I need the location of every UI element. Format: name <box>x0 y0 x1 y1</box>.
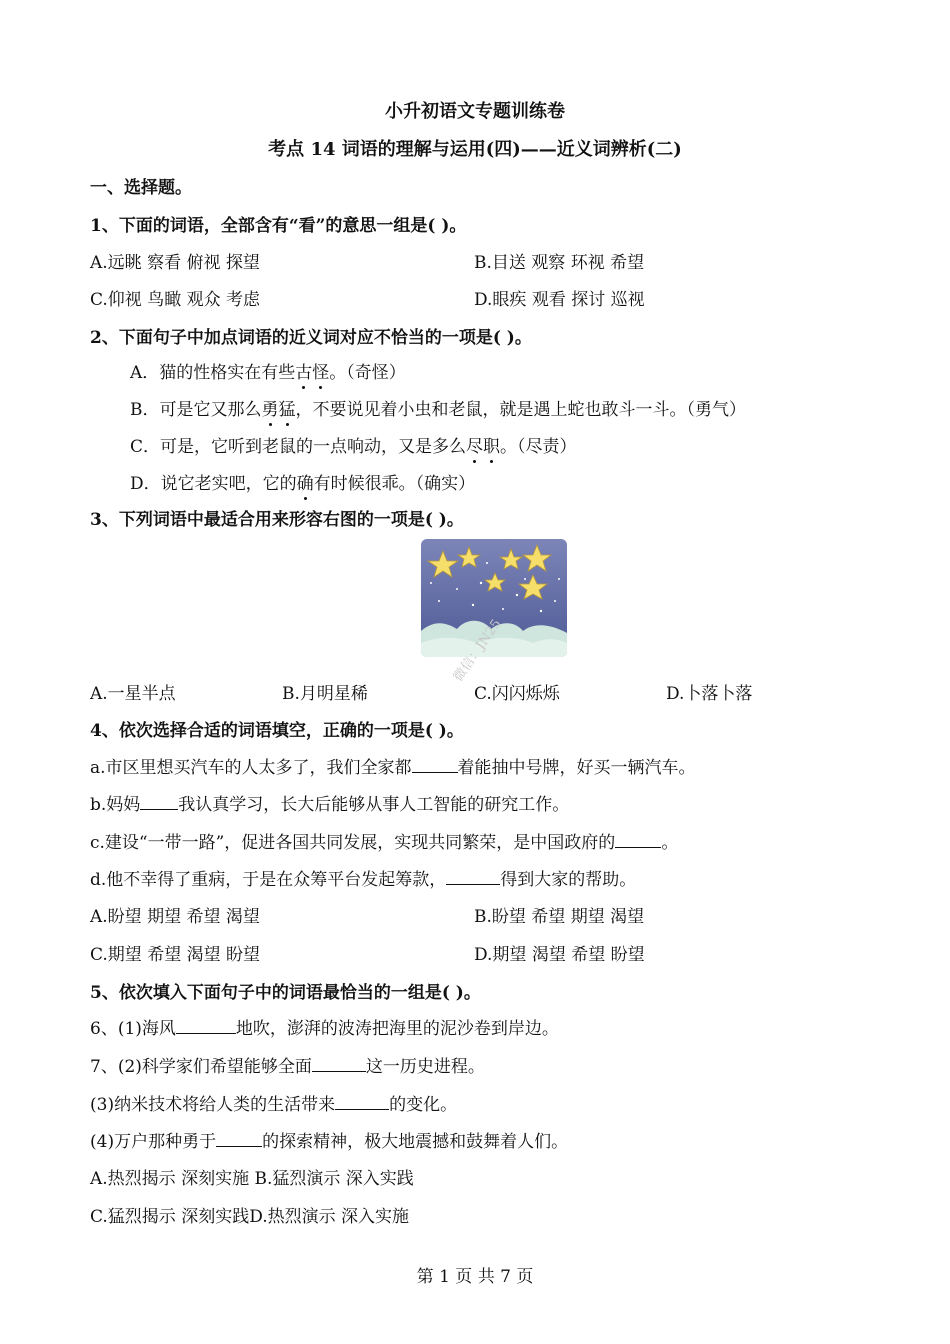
watermark: 微信：JN25 <box>450 616 505 685</box>
question-3-option-c: C.闪闪烁烁 <box>474 684 560 704</box>
question-4-sentence-c: c.建设“一带一路”，促进各国共同发展，实现共同繁荣，是中国政府的 。 <box>90 833 679 853</box>
dotted-word: 猛 <box>278 400 296 420</box>
question-4-option-d: D.期望 渴望 希望 盼望 <box>474 945 645 965</box>
fill-blank <box>176 1019 236 1034</box>
question-1-option-c: C.仰视 鸟瞰 观众 考虑 <box>90 290 261 310</box>
question-4-option-b: B.盼望 希望 期望 渴望 <box>474 907 645 927</box>
dotted-word: 确 <box>296 474 314 494</box>
fill-blank <box>335 1095 389 1110</box>
fill-blank <box>312 1057 366 1072</box>
question-2-option-d: D．说它老实吧，它的确有时候很乖。（确实） <box>130 474 476 494</box>
question-4-sentence-b: b.妈妈 我认真学习，长大后能够从事人工智能的研究工作。 <box>90 795 570 815</box>
fill-blank <box>615 833 661 848</box>
question-2-stem: 2、下面句子中加点词语的近义词对应不恰当的一项是( )。 <box>90 328 532 348</box>
dotted-word: 职 <box>483 437 501 457</box>
question-1-option-b: B.目送 观察 环视 希望 <box>474 253 645 273</box>
question-3-option-d: D.卜落卜落 <box>666 684 753 704</box>
question-5-sentence-3: (3)纳米技术将给人类的生活带来 的变化。 <box>90 1095 458 1115</box>
question-5-options-cd: C.猛烈揭示 深刻实践D.热烈演示 深入实施 <box>90 1207 410 1227</box>
fill-blank <box>140 795 178 810</box>
document-subtitle: 考点 14 词语的理解与运用(四)——近义词辨析(二) <box>268 139 682 160</box>
dotted-word: 怪 <box>312 363 330 383</box>
question-1-stem: 1、下面的词语，全部含有“看”的意思一组是( )。 <box>90 216 467 236</box>
fill-blank <box>216 1132 262 1147</box>
page-footer: 第 1 页 共 7 页 <box>416 1267 534 1287</box>
question-5-sentence-4: (4)万户那种勇于 的探索精神，极大地震撼和鼓舞着人们。 <box>90 1132 569 1152</box>
question-4-sentence-a: a.市区里想买汽车的人太多了，我们全家都 着能抽中号牌，好买一辆汽车。 <box>90 758 696 778</box>
question-3-option-b: B.月明星稀 <box>282 684 368 704</box>
dotted-word: 古 <box>295 363 313 383</box>
question-2-option-a: A．猫的性格实在有些古怪。（奇怪） <box>130 363 406 383</box>
question-4-sentence-d: d.他不幸得了重病，于是在众筹平台发起筹款， 得到大家的帮助。 <box>90 870 637 890</box>
fill-blank <box>446 870 500 885</box>
question-5-sentence-1: 6、(1)海风 地吹，澎湃的波涛把海里的泥沙卷到岸边。 <box>90 1019 559 1039</box>
question-2-option-b: B．可是它又那么勇猛，不要说见着小虫和老鼠，就是遇上蛇也敢斗一斗。（勇气） <box>130 400 746 420</box>
question-5-stem: 5、依次填入下面句子中的词语最恰当的一组是( )。 <box>90 983 481 1003</box>
fill-blank <box>412 758 458 773</box>
question-1-option-a: A.远眺 察看 俯视 探望 <box>90 253 260 273</box>
section-heading: 一、选择题。 <box>90 178 192 198</box>
question-2-option-c: C．可是，它听到老鼠的一点响动，又是多么尽职。（尽责） <box>130 437 577 457</box>
dotted-word: 尽 <box>466 437 484 457</box>
question-4-option-a: A.盼望 期望 希望 渴望 <box>90 907 260 927</box>
dotted-word: 勇 <box>261 400 279 420</box>
question-5-sentence-2: 7、(2)科学家们希望能够全面 这一历史进程。 <box>90 1057 485 1077</box>
question-1-option-d: D.眼疾 观看 探讨 巡视 <box>474 290 645 310</box>
question-3-stem: 3、下列词语中最适合用来形容右图的一项是( )。 <box>90 510 464 530</box>
question-4-option-c: C.期望 希望 渴望 盼望 <box>90 945 261 965</box>
question-3-option-a: A.一星半点 <box>90 684 176 704</box>
document-title: 小升初语文专题训练卷 <box>385 101 565 122</box>
question-5-options-ab: A.热烈揭示 深刻实施 B.猛烈演示 深入实践 <box>90 1169 414 1189</box>
question-4-stem: 4、依次选择合适的词语填空，正确的一项是( )。 <box>90 721 464 741</box>
